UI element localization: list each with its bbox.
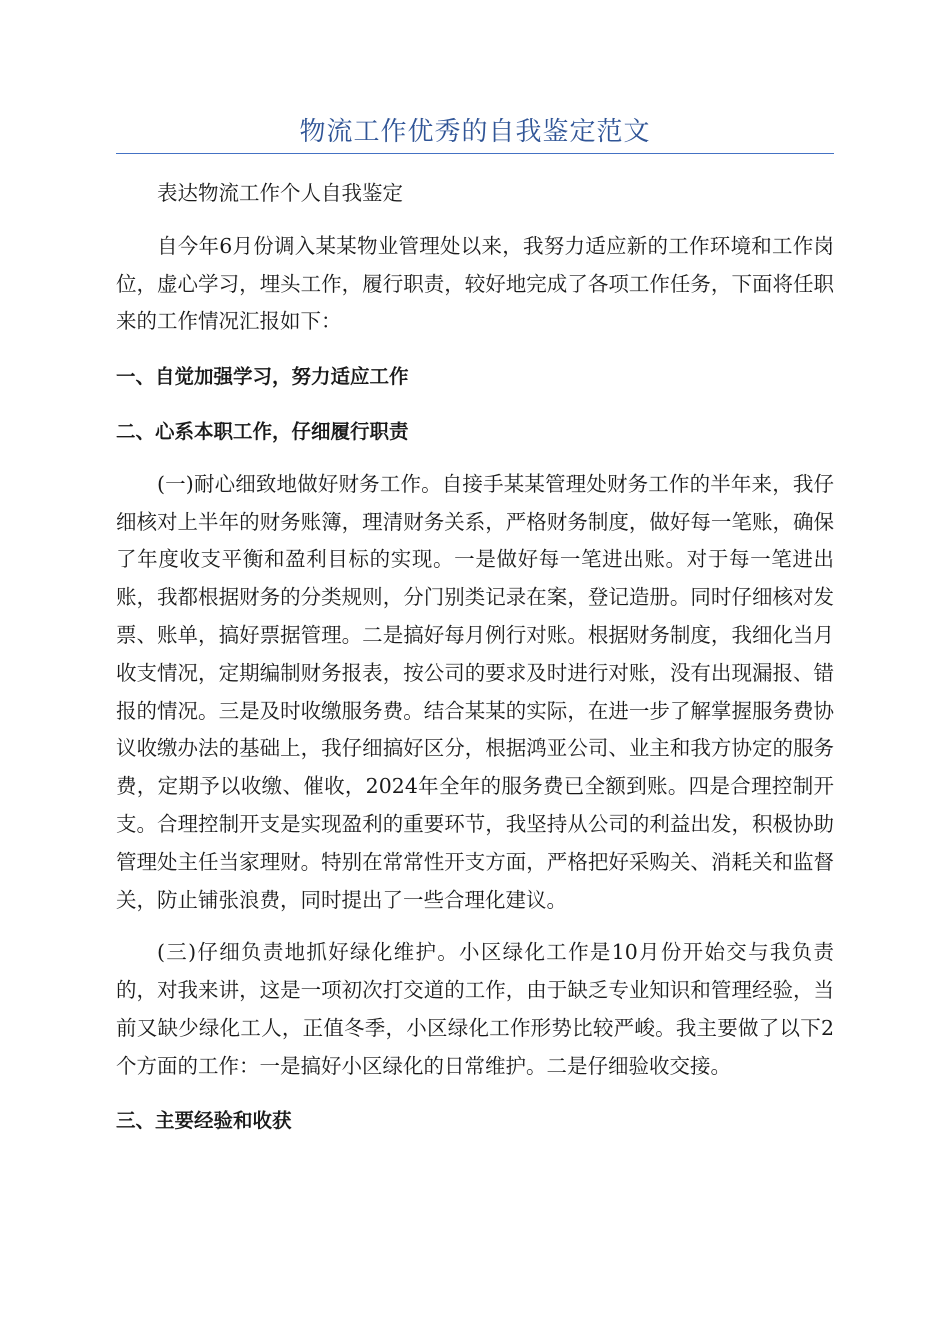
document-page (116, 112, 834, 1139)
intro-paragraph: 自今年6月份调入某某物业管理处以来，我努力适应新的工作环境和工作岗位，虚心学习，埋头工作，履行职责，较好地完成了各项工作任务，下面将任职来的工作情况汇报如下： (116, 233, 834, 334)
section-heading-2: 二、心系本职工作，仔细履行职责 (116, 419, 409, 443)
document-title: 物流工作优秀的自我鉴定范文 (299, 117, 651, 147)
section-heading-1: 一、自觉加强学习，努力适应工作 (116, 365, 409, 389)
document-subtitle: 表达物流工作个人自我鉴定 (157, 181, 403, 205)
finance-work-paragraph: (一)耐心细致地做好财务工作。自接手某某管理处财务工作的半年来，我仔细核对上半年的财务账簿，理清财务关系，严格财务制度，做好每一笔账，确保了年度收支平衡和盈利目标的实现。一是做好每一笔进出账。对于每一笔进出账，我都根据财务的分类规则，分门别类记录在案，登记造册。同时仔细核对发票、账单，搞好票据管理。二是搞好每月例行对账。根据财务制度，我细化当月收支情况，定期编制财务报表，按公司的要求及时进行对账，没有出现漏报、错报的情况。三是及时收缴服务费。结合某某的实际，在进一步了解掌握服务费协议收缴办法的基础上，我仔细搞好区分，根据鸿亚公司、业主和我方协定的服务费，定期予以收缴、催收，2024年全年的服务费已全额到账。四是合理控制开支。合理控制开支是实现盈利的重要环节，我坚持从公司的利益出发，积极协助管理处主任当家理财。特别在常常性开支方面，严格把好采购关、消耗关和监督关，防止铺张浪费，同时提出了一些合理化建议。 (116, 471, 834, 912)
title-underline (116, 153, 834, 154)
section-heading-3: 三、主要经验和收获 (116, 1108, 292, 1132)
greening-work-paragraph: (三)仔细负责地抓好绿化维护。小区绿化工作是10月份开始交与我负责的，对我来讲，这是一项初次打交道的工作，由于缺乏专业知识和管理经验，当前又缺少绿化工人，正值冬季，小区绿化工作形势比较严峻。我主要做了以下2个方面的工作：一是搞好小区绿化的日常维护。二是仔细验收交接。 (116, 940, 834, 1078)
